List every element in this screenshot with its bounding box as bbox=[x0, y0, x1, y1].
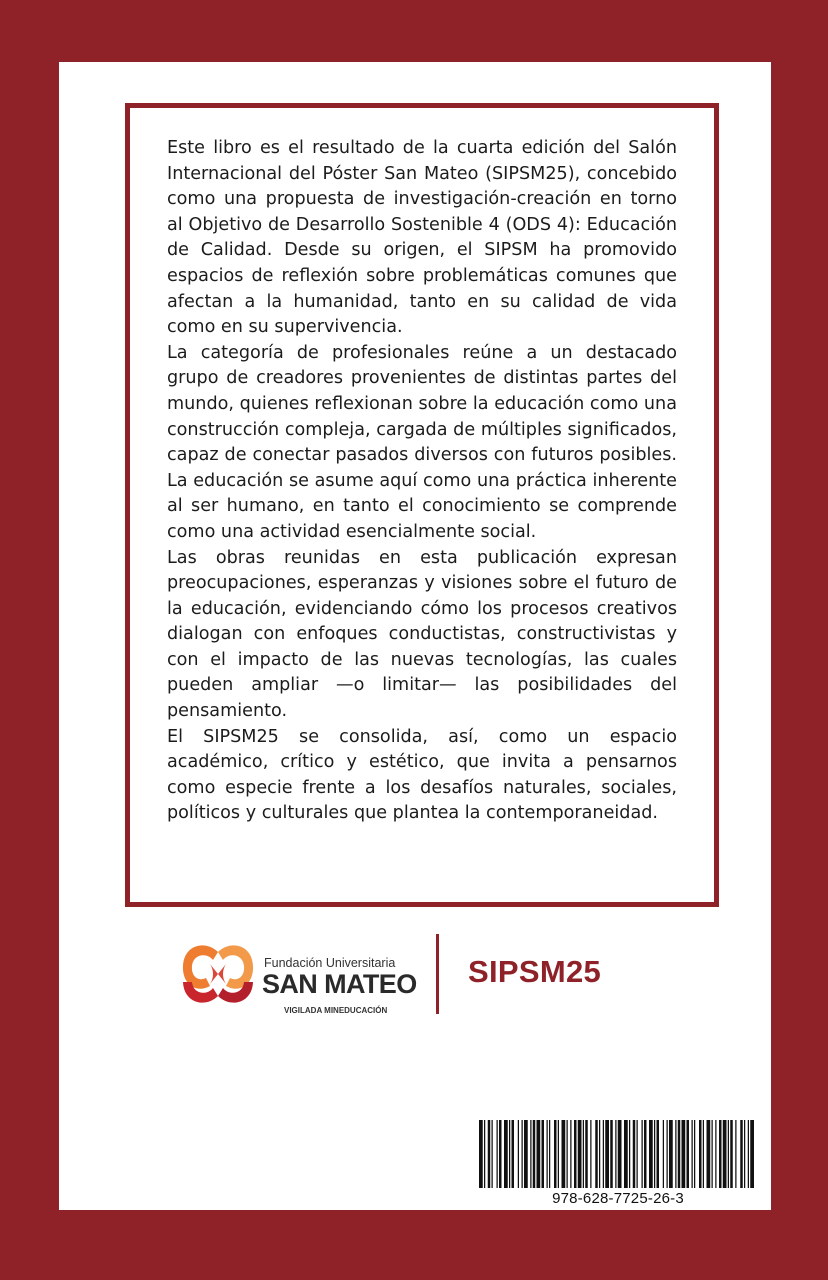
isbn-barcode bbox=[477, 1120, 759, 1207]
fusm-name-line1: Fundación Universitaria bbox=[264, 956, 396, 970]
back-cover-page bbox=[59, 62, 771, 1210]
synopsis-box bbox=[125, 103, 719, 907]
synopsis-paragraph-4: El SIPSM25 se consolida, así, como un espacio académico, crítico y estético, que invita a pensarnos como especie frente a los desafíos naturales, sociales, políticos y culturales que plantea la contemporaneidad. bbox=[167, 726, 677, 824]
barcode-bars bbox=[477, 1120, 759, 1188]
synopsis-paragraph-2: La categoría de profesionales reúne a un destacado grupo de creadores provenientes de distintas partes del mundo, quienes reflexionan sobre la educación como una construcción compleja, cargada de múltiples significados, capaz de conectar pasados diversos con futuros posibles. La educación se asume aquí como una práctica inherente al ser humano, en tanto el conocimiento se comprende como una actividad esencialmente social. bbox=[167, 342, 677, 542]
logo-divider bbox=[436, 934, 439, 1014]
isbn-number: 978-628-7725-26-3 bbox=[552, 1190, 684, 1207]
fusm-emblem-icon bbox=[180, 942, 256, 1006]
synopsis-paragraph-3: Las obras reunidas en esta publicación expresan preocupaciones, esperanzas y visiones sobre el futuro de la educación, evidenciando cómo los procesos creativos dialogan con enfoques conductistas, constructivistas y con el impacto de las nuevas tecnologías, las cuales pueden ampliar —o limitar— las posibilidades del pensamiento. bbox=[167, 547, 677, 722]
synopsis-paragraph-1: Este libro es el resultado de la cuarta edición del Salón Internacional del Póster San Mateo (SIPSM25), concebido como una propuesta de investigación-creación en torno al Objetivo de Desarrollo Sostenible 4 (ODS 4): Educación de Calidad. Desde su origen, el SIPSM ha promovido espacios de reflexión sobre problemáticas comunes que afectan a la humanidad, tanto en su calidad de vida como en su supervivencia. bbox=[167, 138, 677, 338]
logos-row bbox=[180, 934, 650, 1024]
fusm-vigilada: VIGILADA MINEDUCACIÓN bbox=[284, 1006, 388, 1015]
fusm-name-line2: SAN MATEO bbox=[262, 969, 417, 999]
sipsm25-logo: SIPSM25 bbox=[468, 954, 602, 989]
